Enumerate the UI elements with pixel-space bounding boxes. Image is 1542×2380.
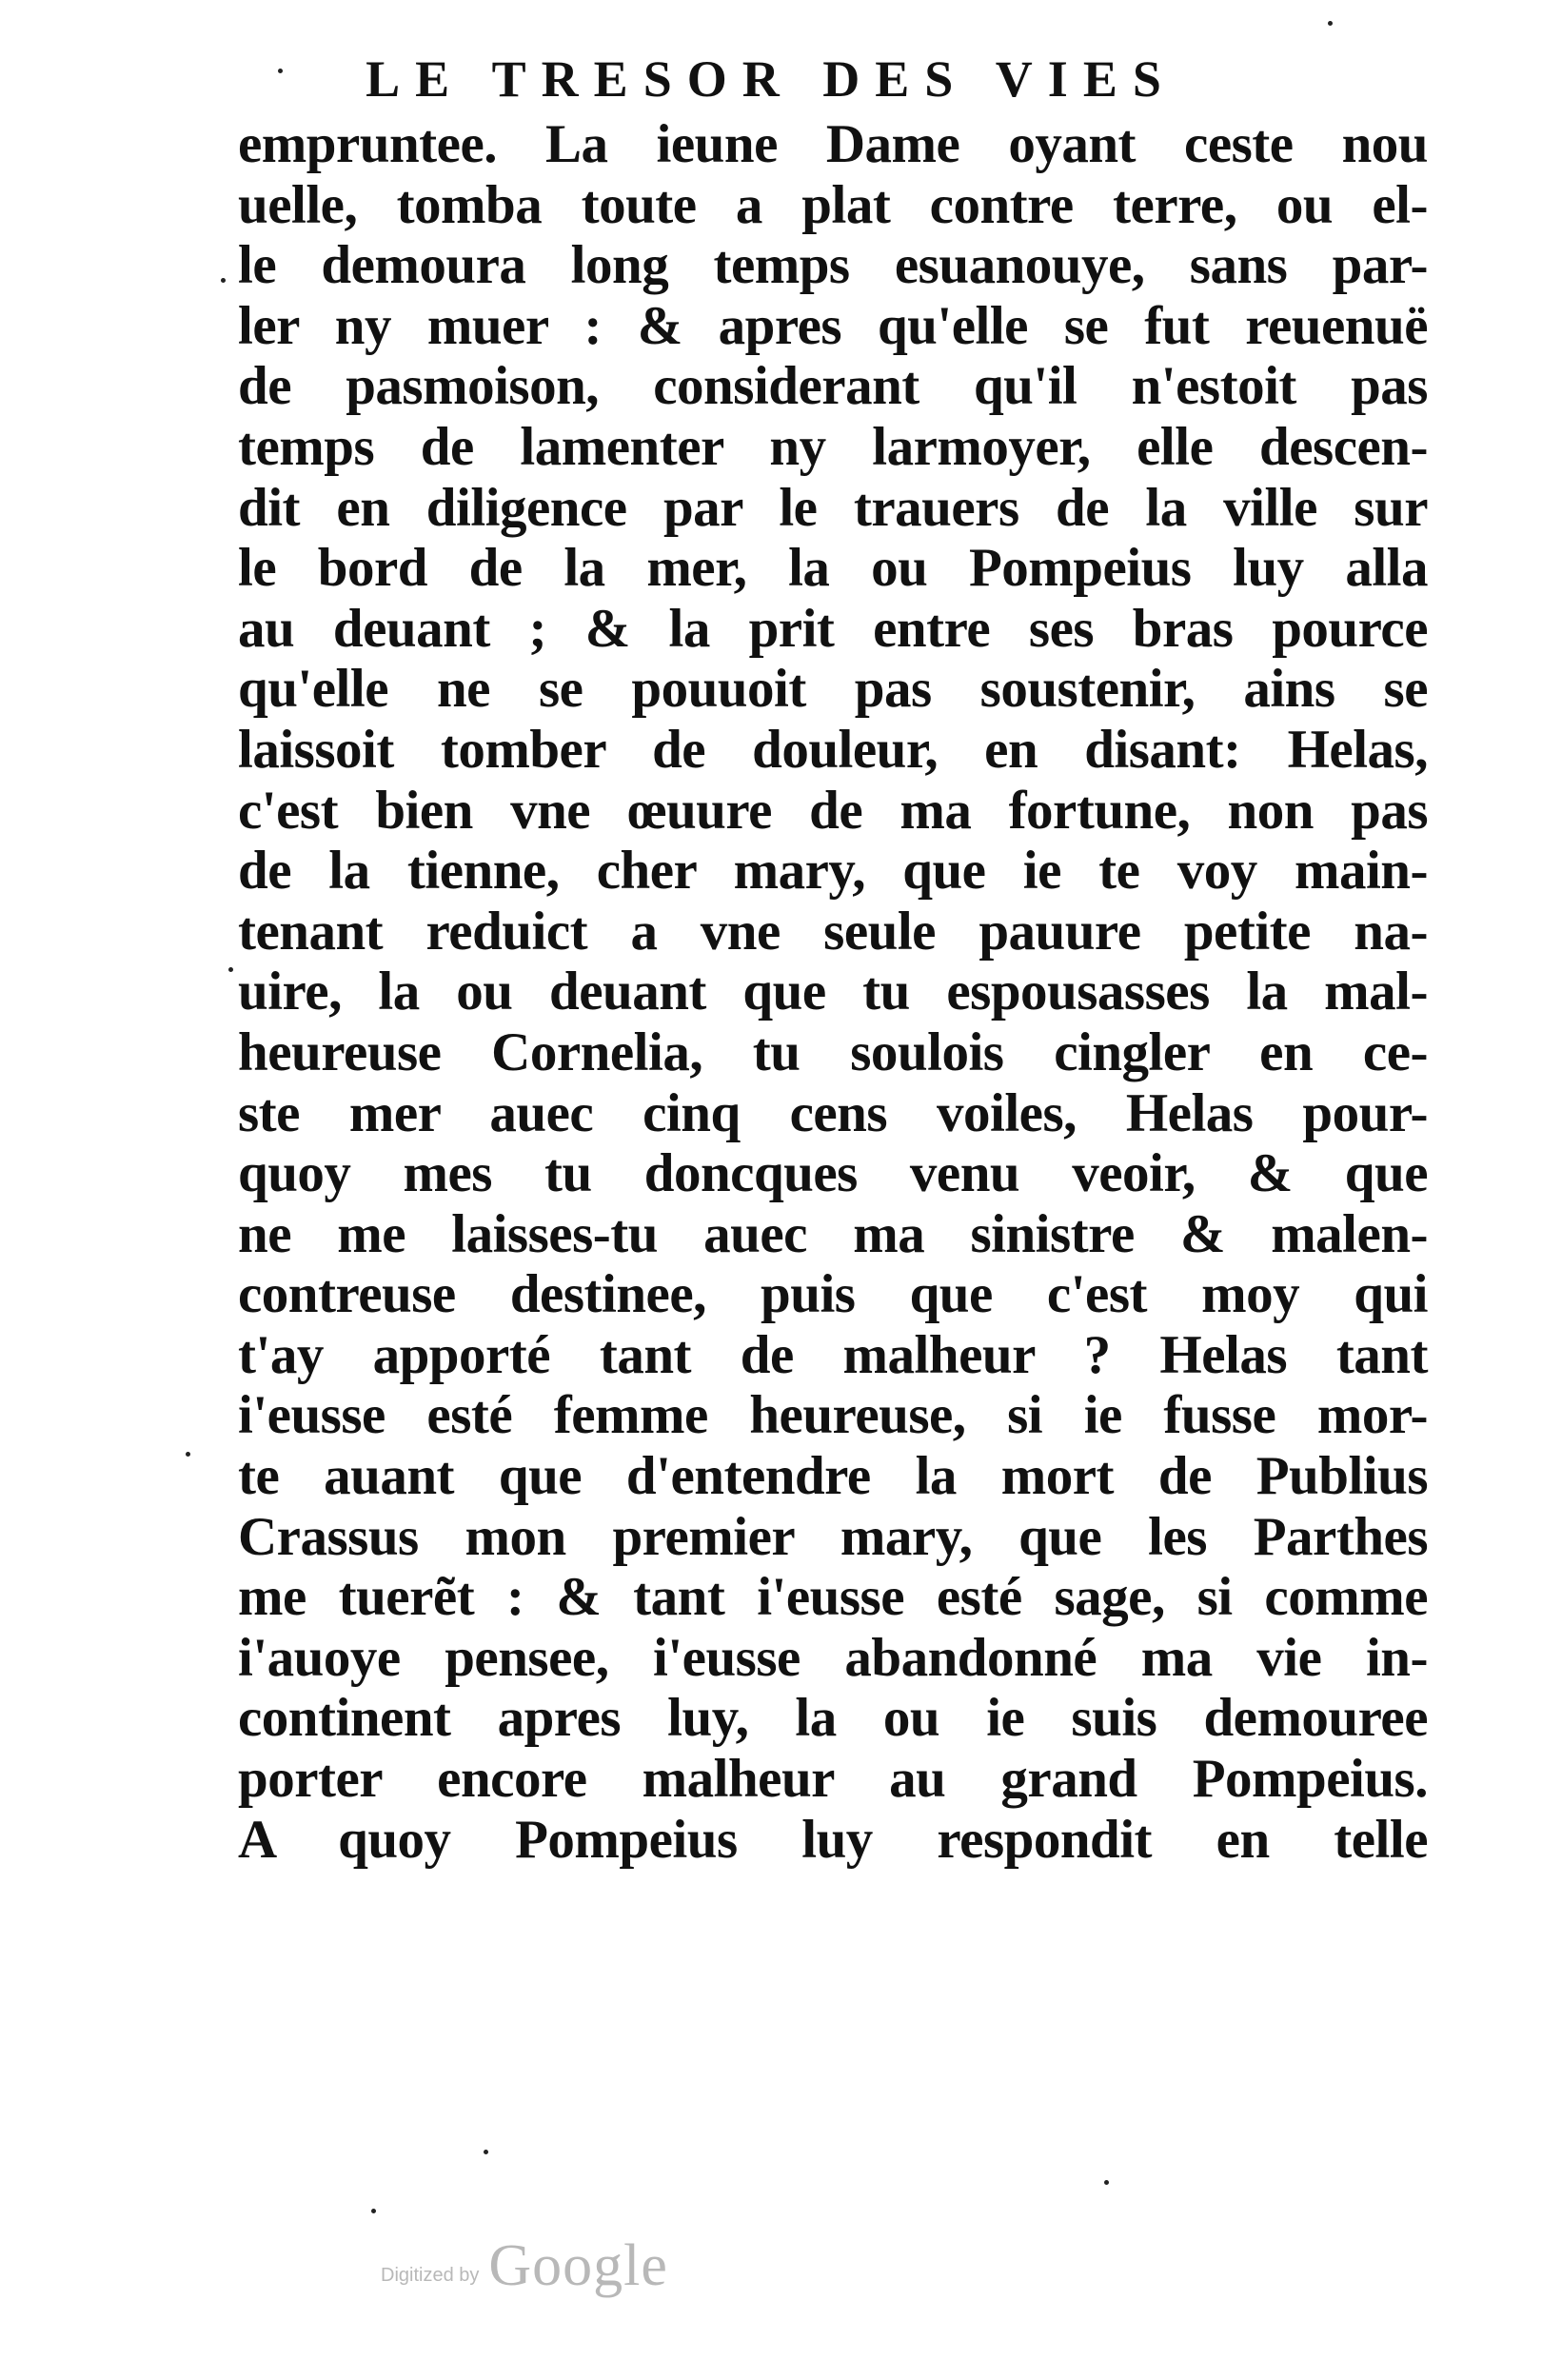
text-line: le demoura long temps esuanouye, sans par- xyxy=(238,235,1428,296)
text-line: continent apres luy, la ou ie suis demouree xyxy=(238,1688,1428,1749)
text-line: empruntee. La ieune Dame oyant ceste nou xyxy=(238,114,1428,174)
text-line: contreuse destinee, puis que c'est moy qui xyxy=(238,1264,1428,1325)
text-line: de la tienne, cher mary, que ie te voy main- xyxy=(238,841,1428,902)
text-line: dit en diligence par le trauers de la ville sur xyxy=(238,477,1428,538)
scan-speck xyxy=(484,2150,488,2154)
scan-speck xyxy=(371,2209,376,2213)
text-line: A quoy Pompeius luy respondit en telle xyxy=(238,1809,1428,1870)
text-line: quoy mes tu doncques venu veoir, & que xyxy=(238,1143,1428,1204)
text-line: c'est bien vne œuure de ma fortune, non pas xyxy=(238,780,1428,841)
text-line: t'ay apporté tant de malheur ? Helas tant xyxy=(238,1324,1428,1385)
scan-speck xyxy=(221,278,226,283)
text-line: au deuant ; & la prit entre ses bras pource xyxy=(238,598,1428,659)
scan-speck xyxy=(278,69,283,73)
text-line: te auant que d'entendre la mort de Publius xyxy=(238,1446,1428,1507)
text-line: de pasmoison, considerant qu'il n'estoit pas xyxy=(238,356,1428,417)
text-line: heureuse Cornelia, tu soulois cingler en ce- xyxy=(238,1021,1428,1082)
text-line: Crassus mon premier mary, que les Parthes xyxy=(238,1506,1428,1567)
text-line: uelle, tomba toute a plat contre terre, ou el- xyxy=(238,174,1428,235)
text-line: ste mer auec cinq cens voiles, Helas pour- xyxy=(238,1082,1428,1143)
body-text xyxy=(238,114,1428,1870)
text-line: laissoit tomber de douleur, en disant: Helas, xyxy=(238,719,1428,780)
text-line: qu'elle ne se pouuoit pas soustenir, ains se xyxy=(238,659,1428,720)
scan-speck xyxy=(1328,21,1333,26)
watermark-prefix: Digitized by xyxy=(381,2265,480,2286)
text-line: uire, la ou deuant que tu espousasses la mal- xyxy=(238,962,1428,1022)
scan-speck xyxy=(186,1452,190,1457)
text-line: porter encore malheur au grand Pompeius. xyxy=(238,1749,1428,1810)
text-line: temps de lamenter ny larmoyer, elle descen- xyxy=(238,416,1428,477)
running-head: LE TRESOR DES VIES xyxy=(366,50,1176,108)
google-logo: Google xyxy=(488,2233,668,2298)
digitized-watermark xyxy=(381,2223,668,2299)
text-line: i'eusse esté femme heureuse, si ie fusse mor- xyxy=(238,1385,1428,1446)
scan-speck xyxy=(1104,2180,1109,2185)
text-line: le bord de la mer, la ou Pompeius luy alla xyxy=(238,538,1428,599)
text-line: me tuerẽt : & tant i'eusse esté sage, si comme xyxy=(238,1567,1428,1628)
text-line: tenant reduict a vne seule pauure petite na- xyxy=(238,901,1428,962)
text-line: ler ny muer : & apres qu'elle se fut reuenuë xyxy=(238,295,1428,356)
text-line: i'auoye pensee, i'eusse abandonné ma vie in- xyxy=(238,1627,1428,1688)
scan-speck xyxy=(228,967,233,972)
text-line: ne me laisses-tu auec ma sinistre & malen- xyxy=(238,1203,1428,1264)
